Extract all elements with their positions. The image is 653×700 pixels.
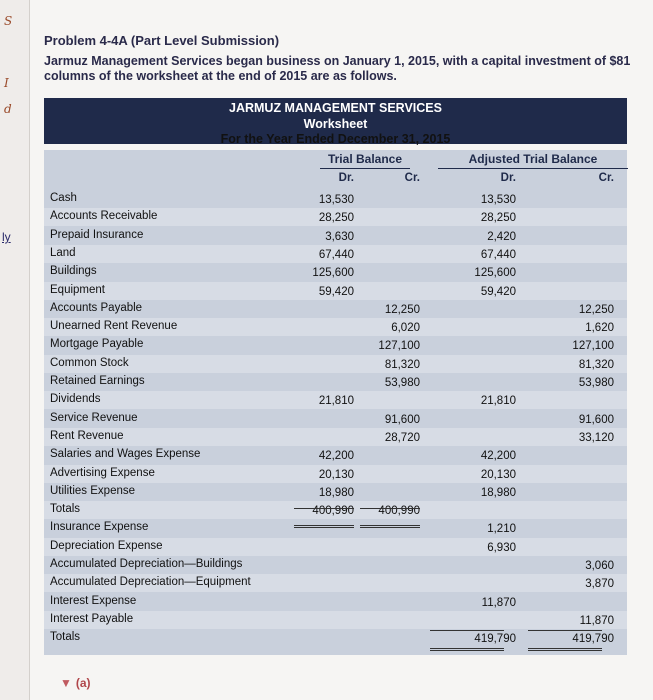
tb-cr-total-double-rule [360, 525, 420, 528]
tb-dr-amount: 67,440 [318, 248, 354, 261]
worksheet-row [44, 263, 627, 281]
tb-cr-amount: 400,990 [378, 505, 420, 518]
atb-cr-amount: 1,620 [585, 322, 614, 335]
atb-dr-amount: 42,200 [480, 450, 516, 463]
worksheet-row [44, 483, 627, 501]
tb-dr-amount: 28,250 [318, 212, 354, 225]
atb-cr-amount: 53,980 [578, 377, 614, 389]
atb-dr-amount: 21,810 [480, 395, 516, 408]
tb-dr-amount: 3,630 [325, 230, 354, 243]
worksheet-row [44, 501, 627, 519]
account-name: Dividends [50, 393, 101, 406]
tb-dr-total-double-rule [294, 525, 354, 528]
worksheet-row [44, 190, 627, 208]
atb-dr-amount: 20,130 [480, 468, 516, 481]
worksheet-row [44, 410, 627, 428]
account-name: Accounts Payable [50, 301, 143, 314]
section-a-label: (a) [75, 676, 91, 690]
worksheet-row [44, 373, 627, 391]
account-name: Insurance Expense [50, 521, 149, 534]
tb-cr-total-rule [360, 508, 420, 509]
gutter-mark-low: d [4, 102, 12, 116]
worksheet-row [44, 355, 627, 373]
adjusted-trial-balance-header: Adjusted Trial Balance [438, 152, 628, 169]
tb-cr-amount: 6,020 [391, 322, 420, 335]
worksheet-row [44, 318, 627, 336]
tb-dr-amount: 18,980 [318, 486, 354, 499]
worksheet-row [44, 208, 627, 226]
worksheet-row [44, 611, 627, 629]
worksheet-company: JARMUZ MANAGEMENT SERVICES [229, 101, 442, 115]
tb-dr-amount: 20,130 [318, 468, 354, 481]
problem-panel [30, 0, 653, 700]
tb-dr-amount: 125,600 [312, 267, 354, 280]
tb-cr-amount: 81,320 [384, 358, 420, 371]
account-name: Land [50, 246, 76, 259]
gutter-mark-mid: I [4, 76, 9, 90]
tb-dr-amount: 400,990 [312, 505, 354, 518]
tb-cr-amount: 127,100 [378, 340, 420, 353]
atb-cr-amount: 12,250 [578, 303, 614, 316]
atb-dr-amount: 6,930 [487, 541, 516, 554]
tb-cr-amount: 91,600 [384, 413, 420, 426]
worksheet-row [44, 465, 627, 483]
account-name: Advertising Expense [50, 466, 155, 479]
account-name: Mortgage Payable [50, 338, 144, 351]
atb-dr-amount: 125,600 [474, 267, 516, 280]
left-gutter [0, 0, 30, 700]
atb-cr-amount: 3,060 [585, 560, 614, 572]
atb-cr-amount: 11,870 [579, 614, 614, 627]
atb-dr-amount: 419,790 [474, 633, 516, 646]
worksheet-row [44, 227, 627, 245]
worksheet-row [44, 245, 627, 263]
atb-dr-header: Dr. [500, 172, 516, 184]
worksheet-row [44, 593, 627, 611]
account-name: Accumulated Depreciation—Buildings [50, 558, 243, 570]
worksheet-row [44, 556, 627, 574]
worksheet-period: For the Year Ended December 31, 2015 [220, 132, 451, 146]
worksheet-row [44, 282, 627, 300]
atb-cr-amount: 33,120 [578, 431, 614, 444]
problem-description-line-1: Jarmuz Management Services began business on January 1, 2015, with a capital investment of $81 [44, 54, 631, 68]
worksheet-row [44, 519, 627, 537]
tb-dr-amount: 59,420 [318, 285, 354, 298]
atb-cr-header: Cr. [598, 172, 614, 184]
account-name: Equipment [50, 283, 105, 296]
worksheet-row [44, 446, 627, 464]
atb-cr-amount: 127,100 [572, 340, 614, 353]
atb-dr-amount: 28,250 [480, 212, 516, 225]
account-name: Buildings [50, 265, 97, 278]
gutter-link[interactable]: ly [2, 230, 11, 244]
tb-dr-amount: 42,200 [318, 450, 354, 463]
tb-dr-amount: 21,810 [318, 395, 354, 408]
problem-description-line-2: columns of the worksheet at the end of 2015 are as follows. [44, 69, 397, 83]
account-name: Rent Revenue [50, 429, 124, 442]
account-name: Accumulated Depreciation—Equipment [50, 576, 251, 589]
worksheet-row [44, 428, 627, 446]
tb-cr-amount: 12,250 [384, 303, 420, 316]
atb-dr-amount: 2,420 [487, 230, 516, 243]
atb-cr-total-double-rule [528, 648, 602, 651]
account-name: Interest Payable [50, 612, 134, 625]
account-name: Salaries and Wages Expense [50, 448, 201, 461]
worksheet-row [44, 574, 627, 592]
account-name: Accounts Receivable [50, 210, 158, 223]
atb-cr-amount: 419,790 [572, 633, 614, 646]
chevron-down-icon: ▼ [60, 676, 72, 690]
account-name: Utilities Expense [50, 484, 136, 497]
atb-dr-amount: 11,870 [481, 596, 516, 609]
atb-cr-amount: 91,600 [578, 413, 614, 426]
tb-cr-amount: 28,720 [384, 431, 420, 444]
account-name: Cash [50, 192, 77, 204]
account-name: Unearned Rent Revenue [50, 320, 178, 333]
atb-dr-amount: 18,980 [480, 486, 516, 499]
worksheet-row [44, 336, 627, 354]
account-name: Totals [50, 503, 81, 516]
account-name: Depreciation Expense [50, 539, 163, 552]
account-name: Common Stock [50, 356, 129, 369]
atb-dr-amount: 59,420 [480, 285, 516, 298]
atb-cr-total-rule [528, 630, 602, 631]
atb-dr-total-rule [430, 630, 504, 631]
tb-cr-amount: 53,980 [384, 377, 420, 389]
account-name: Service Revenue [50, 411, 138, 424]
trial-balance-header: Trial Balance [320, 152, 410, 169]
worksheet-row [44, 300, 627, 318]
problem-title: Problem 4-4A (Part Level Submission) [44, 33, 280, 48]
atb-dr-total-double-rule [430, 648, 504, 651]
tb-dr-amount: 13,530 [318, 194, 354, 206]
worksheet-row [44, 391, 627, 409]
tb-dr-total-rule [294, 508, 354, 509]
atb-dr-amount: 13,530 [480, 194, 516, 206]
atb-dr-amount: 1,210 [487, 523, 516, 536]
worksheet-name: Worksheet [303, 117, 368, 131]
account-name: Retained Earnings [50, 375, 145, 387]
account-name: Interest Expense [50, 594, 137, 607]
worksheet-row [44, 538, 627, 556]
tb-dr-header: Dr. [338, 172, 354, 184]
gutter-mark-top: S [4, 14, 13, 28]
account-name: Prepaid Insurance [50, 228, 144, 241]
section-a-toggle[interactable] [60, 676, 91, 690]
account-name: Totals [50, 631, 81, 644]
tb-cr-header: Cr. [404, 172, 420, 184]
atb-cr-amount: 81,320 [578, 358, 614, 371]
worksheet-row [44, 629, 627, 647]
atb-dr-amount: 67,440 [480, 248, 516, 261]
atb-cr-amount: 3,870 [585, 578, 614, 591]
